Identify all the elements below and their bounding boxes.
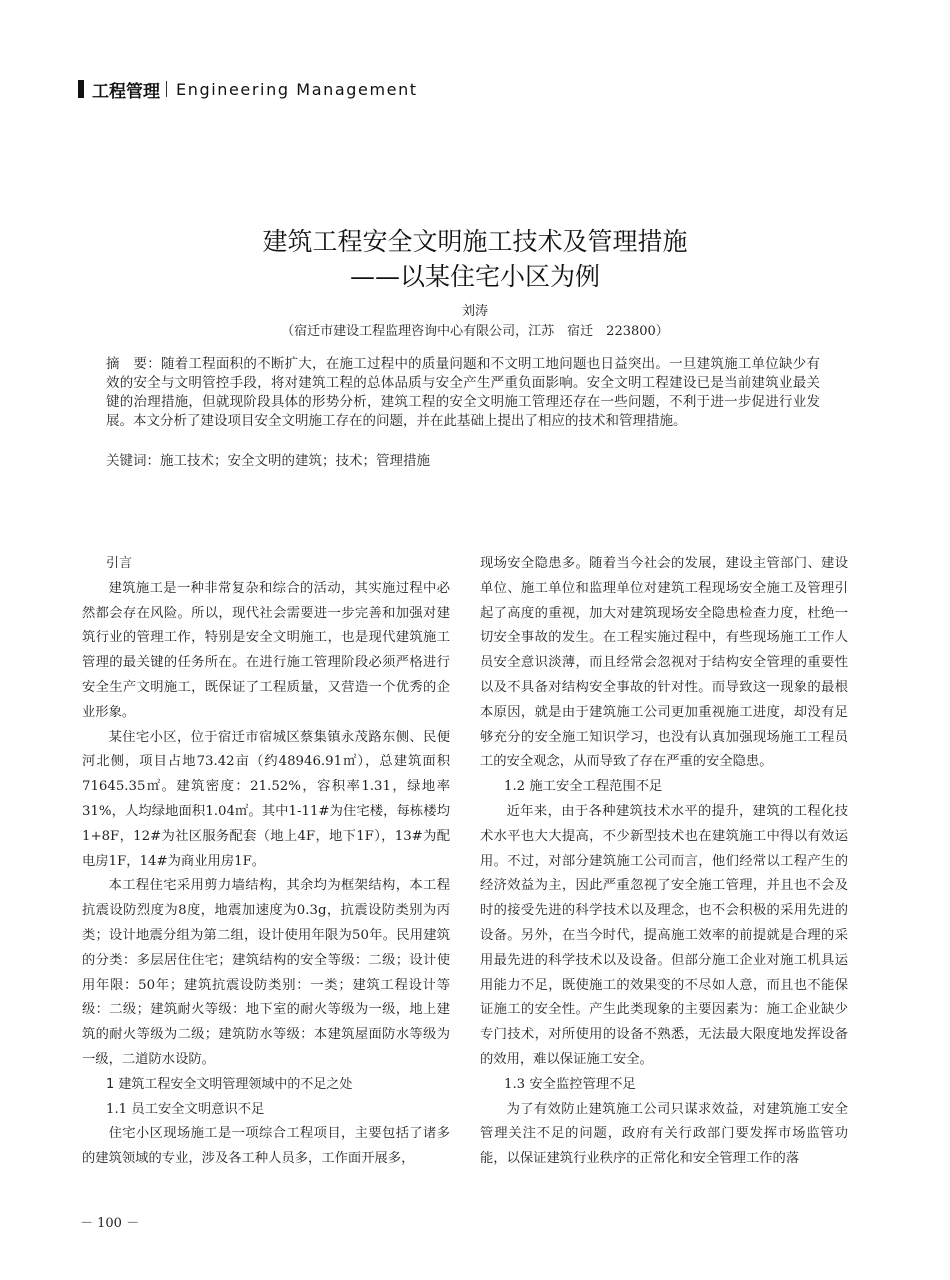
intro-heading: 引言 [106,556,133,571]
header-section-cn: 工程管理 [92,81,160,102]
paragraph: 建筑施工是一种非常复杂和综合的活动，其实施过程中必然都会存在风险。所以，现代社会需要进一步完善和加强对建筑行业的管理工作，特别是安全文明施工，也是现代建筑施工管理的最关键的任务所在。在进行施工管理阶段必须严格进行安全生产文明施工，既保证了工程质量，又营造一个优秀的企业形象。 [82,580,450,720]
subsection-heading-1-1: 1.1 员工安全文明意识不足 [106,1101,265,1117]
article-title: 建筑工程安全文明施工技术及管理措施 [262,227,688,256]
right-column [480,552,848,1172]
article-subtitle: ——以某住宅小区为例 [349,262,600,291]
page-number: － 100 － [80,1216,140,1231]
paragraph: 住宅小区现场施工是一项综合工程项目，主要包括了诸多的建筑领域的专业，涉及各工种人员多，工作面开展多， [82,1126,450,1167]
abstract: 摘 要：随着工程面积的不断扩大，在施工过程中的质量问题和不文明工地问题也日益突出。一旦建筑施工单位缺少有效的安全与文明管控手段，将对建筑工程的总体品质与安全产生严重负面影响。安全文明工程建设已是当前建筑业最关键的治理措施，但就现阶段具体的形势分析，建筑工程的安全文明施工管理还存在一些问题，不利于进一步促进行业发展。本文分析了建设项目安全文明施工存在的问题，并在此基础上提出了相应的技术和管理措施。 [106,356,820,429]
section-heading-1: 1 建筑工程安全文明管理领域中的不足之处 [106,1076,353,1092]
paragraph: 为了有效防止建筑施工公司只谋求效益，对建筑施工安全管理关注不足的问题，政府有关行政部门要发挥市场监管功能，以保证建筑行业秩序的正常化和安全管理工作的落 [480,1101,848,1167]
left-column [82,552,450,1172]
keywords: 关键词：施工技术；安全文明的建筑；技术；管理措施 [106,453,430,469]
affiliation: （宿迁市建设工程监理咨询中心有限公司，江苏 宿迁 223800） [281,324,669,339]
header-separator [166,81,167,97]
paragraph: 近年来，由于各种建筑技术水平的提升，建筑的工程化技术水平也大大提高，不少新型技术也在建筑施工中得以有效运用。不过，对部分建筑施工公司而言，他们经常以工程产生的经济效益为主，因此严重忽视了安全施工管理，并且也不会及时的接受先进的科学技术以及理念，也不会积极的采用先进的设备。另外，在当今时代，提高施工效率的前提就是合理的采用最先进的科学技术以及设备。但部分施工企业对施工机具运用能力不足，既使施工的效果变的不尽如人意，而且也不能保证施工的安全性。产生此类现象的主要因素为：施工企业缺少专门技术，对所使用的设备不熟悉，无法最大限度地发挥设备的效用，难以保证施工安全。 [480,803,848,1067]
subsection-heading-1-2: 1.2 施工安全工程范围不足 [504,779,663,795]
paragraph: 某住宅小区，位于宿迁市宿城区蔡集镇永茂路东侧、民便河北侧，项目占地73.42亩（约48946.91㎡），总建筑面积71645.35㎡。建筑密度：21.52%，容积率1.31，绿地率31%，人均绿地面积1.04㎡。其中1-11#为住宅楼，每栋楼均1+8F，12#为社区服务配套（地上4F，地下1F），13#为配电房1F，14#为商业用房1F。 [82,729,450,869]
header-section-en: Engineering Management [176,79,418,99]
header-marker-bar [78,80,84,98]
paragraph: 现场安全隐患多。随着当今社会的发展，建设主管部门、建设单位、施工单位和监理单位对建筑工程现场安全施工及管理引起了高度的重视，加大对建筑现场安全隐患检查力度，杜绝一切安全事故的发生。在工程实施过程中，有些现场施工工作人员安全意识淡薄，而且经常会忽视对于结构安全管理的重要性以及不具备对结构安全事故的针对性。而导致这一现象的最根本原因，就是由于建筑施工公司更加重视施工进度，却没有足够充分的安全施工知识学习，也没有认真加强现场施工工程员工的安全观念，从而导致了存在严重的安全隐患。 [480,556,848,770]
paragraph: 本工程住宅采用剪力墙结构，其余均为框架结构，本工程抗震设防烈度为8度，地震加速度为0.3g，抗震设防类别为丙类；设计地震分组为第二组，设计使用年限为50年。民用建筑的分类：多层居住住宅；建筑结构的安全等级：二级；设计使用年限：50年；建筑抗震设防类别：一类；建筑工程设计等级：二级；建筑耐火等级：地下室的耐火等级为一级，地上建筑的耐火等级为二级；建筑防水等级：本建筑屋面防水等级为一级，二道防水设防。 [82,878,450,1067]
author: 刘涛 [461,304,488,319]
running-header [78,78,418,100]
subsection-heading-1-3: 1.3 安全监控管理不足 [504,1076,636,1092]
